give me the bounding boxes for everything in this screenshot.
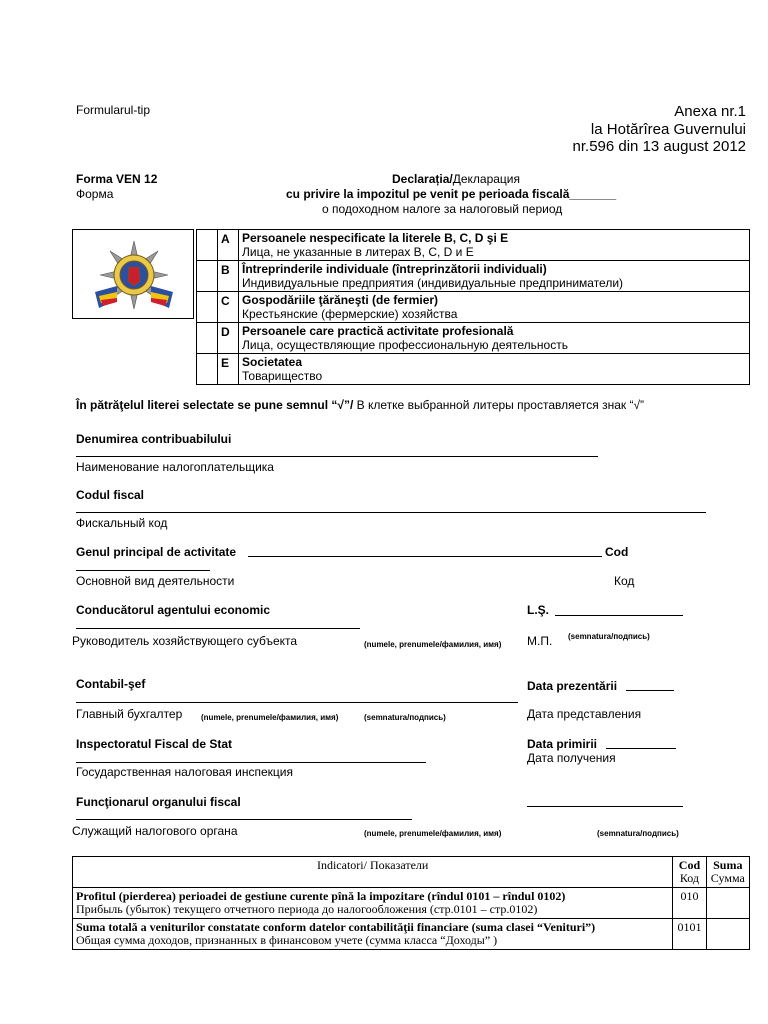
category-label-ru: Лица, осуществляющие профессиональную деятельность — [242, 338, 568, 352]
activity-code-label-ru: Код — [614, 574, 635, 588]
manager-label: Conducătorul agentului economic — [76, 603, 271, 617]
logo-emblem-icon — [73, 230, 193, 318]
indicator-label-ro: Suma totală a veniturilor constatate conform datelor contabilităţii financiare (suma clasei “Venituri”) — [76, 920, 596, 934]
code-column-header — [673, 857, 706, 888]
category-label-ru: Индивидуальные предприятия (индивидуальные предприниматели) — [242, 276, 624, 290]
category-letter: B — [218, 261, 239, 292]
submission-date-label-ru: Дата представления — [527, 707, 642, 721]
category-row — [197, 292, 750, 323]
category-checkbox-d[interactable] — [197, 323, 218, 354]
annex-decision-number: nr.596 din 13 august 2012 — [572, 138, 746, 155]
officer-name-hint: (numele, prenumele/фамилия, имя) — [364, 829, 502, 838]
instruction-ro: În pătrăţelul literei selectate se pune semnul “√”/ — [76, 398, 354, 412]
sum-column-header — [706, 857, 749, 888]
fiscal-code-label-ru: Фискальный код — [76, 516, 168, 530]
category-label-ru: Товарищество — [242, 369, 323, 383]
category-text — [239, 292, 750, 323]
manager-name-field[interactable] — [76, 628, 360, 629]
fiscal-code-label: Codul fiscal — [76, 488, 145, 502]
seal-label-ru: М.П. — [527, 634, 553, 648]
submission-date-field[interactable] — [626, 690, 674, 691]
table-row — [73, 888, 750, 919]
form-code: Forma VEN 12 — [76, 172, 158, 186]
sum-header-ro: Suma — [713, 858, 743, 872]
receipt-date-field[interactable] — [606, 748, 676, 749]
taxpayer-name-label: Denumirea contribuabilului — [76, 432, 232, 446]
category-label-ro: Persoanele care practică activitate profesională — [242, 324, 514, 338]
form-title-ro: Declarația/ — [392, 172, 453, 186]
indicator-sum-input[interactable] — [706, 919, 749, 950]
sum-header-ru: Сумма — [710, 871, 745, 885]
accountant-name-hint: (numele, prenumele/фамилия, имя) — [201, 713, 339, 722]
code-header-ru: Код — [679, 871, 700, 885]
code-header-ro: Cod — [678, 858, 701, 872]
seal-field[interactable] — [555, 615, 683, 616]
inspectorate-label-ru: Государственная налоговая инспекция — [76, 765, 293, 779]
seal-label: L.Ş. — [527, 603, 550, 617]
indicator-column-header: Indicatori/ Показатели — [73, 857, 673, 888]
tax-officer-signature-field[interactable] — [527, 806, 683, 807]
category-row — [197, 323, 750, 354]
form-type-label: Formularul-tip — [76, 103, 151, 117]
category-label-ro: Societatea — [242, 355, 303, 369]
fiscal-service-logo — [72, 229, 194, 319]
receipt-date-label-ru: Дата получения — [527, 751, 616, 765]
category-letter: D — [218, 323, 239, 354]
category-text — [239, 323, 750, 354]
taxpayer-category-table — [196, 229, 750, 385]
activity-field-continued[interactable] — [76, 570, 210, 571]
inspectorate-field[interactable] — [76, 762, 426, 763]
indicator-code: 0101 — [673, 919, 706, 950]
category-letter: A — [218, 230, 239, 261]
tax-officer-label-ru: Служащий налогового органа — [72, 824, 238, 838]
inspectorate-label: Inspectoratul Fiscal de Stat — [76, 737, 233, 751]
indicators-header-row — [73, 857, 750, 888]
tax-officer-field[interactable] — [76, 819, 412, 820]
table-row — [73, 919, 750, 950]
instruction-ru: В клетке выбранной литеры проставляется знак “√” — [353, 398, 645, 412]
activity-label: Genul principal de activitate — [76, 545, 237, 559]
indicator-label-ro: Profitul (pierderea) perioadei de gestiune curente pînă la impozitare (rîndul 0101 – rîndul 0102) — [76, 889, 566, 903]
annex-number: Anexa nr.1 — [674, 103, 746, 120]
category-checkbox-e[interactable] — [197, 354, 218, 385]
category-label-ru: Крестьянские (фермерские) хозяйства — [242, 307, 458, 321]
category-checkbox-b[interactable] — [197, 261, 218, 292]
category-label-ro: Întreprinderile individuale (întreprinzătorii individuali) — [242, 262, 547, 276]
activity-code-label: Cod — [605, 545, 629, 559]
indicator-sum-input[interactable] — [706, 888, 749, 919]
officer-sign-hint: (semnatura/подпись) — [597, 829, 679, 838]
selection-instruction — [76, 398, 644, 412]
category-label-ro: Persoanele nespecificate la literele B, C, D şi E — [242, 231, 509, 245]
indicator-cell — [73, 888, 673, 919]
category-text — [239, 230, 750, 261]
manager-sign-hint: (semnatura/подпись) — [568, 632, 650, 641]
category-row — [197, 354, 750, 385]
manager-label-ru: Руководитель хозяйствующего субъекта — [72, 634, 298, 648]
tax-officer-label: Funcţionarul organului fiscal — [76, 795, 241, 809]
category-row — [197, 230, 750, 261]
accountant-sign-hint: (semnatura/подпись) — [364, 713, 446, 722]
category-label-ru: Лица, не указанные в литерах B, C, D и E — [242, 245, 474, 259]
fiscal-code-field[interactable] — [76, 512, 706, 513]
category-text — [239, 261, 750, 292]
receipt-date-label: Data primirii — [527, 737, 598, 751]
indicator-code: 010 — [673, 888, 706, 919]
form-title-ru: Декларация — [452, 172, 520, 186]
category-checkbox-c[interactable] — [197, 292, 218, 323]
chief-accountant-field[interactable] — [76, 702, 518, 703]
chief-accountant-label: Contabil-şef — [76, 677, 146, 691]
indicator-label-ru: Прибыль (убыток) текущего отчетного периода до налогообложения (стр.0101 – стр.0102) — [76, 902, 538, 916]
form-title — [392, 172, 520, 186]
category-text — [239, 354, 750, 385]
form-subtitle: cu privire la impozitul pe venit pe perioada fiscală_______ — [286, 187, 617, 201]
indicator-label-ru: Общая сумма доходов, признанных в финансовом учете (сумма класса “Доходы” ) — [76, 933, 498, 947]
category-row — [197, 261, 750, 292]
manager-name-hint: (numele, prenumele/фамилия, имя) — [364, 640, 502, 649]
category-checkbox-a[interactable] — [197, 230, 218, 261]
activity-label-ru: Основной вид деятельности — [76, 574, 235, 588]
activity-field[interactable] — [248, 556, 602, 557]
indicator-cell — [73, 919, 673, 950]
taxpayer-name-label-ru: Наименование налогоплательщика — [76, 460, 274, 474]
form-code-ru: Форма — [76, 187, 114, 201]
category-letter: E — [218, 354, 239, 385]
annex-government-decision: la Hotărîrea Guvernului — [590, 121, 746, 138]
taxpayer-name-field[interactable] — [76, 456, 598, 457]
category-letter: C — [218, 292, 239, 323]
indicators-table — [72, 856, 750, 950]
chief-accountant-label-ru: Главный бухгалтер — [76, 707, 183, 721]
submission-date-label: Data prezentării — [527, 679, 618, 693]
form-subtitle-ru: о подоходном налоге за налоговый период — [322, 202, 563, 216]
category-label-ro: Gospodăriile ţărăneşti (de fermier) — [242, 293, 439, 307]
